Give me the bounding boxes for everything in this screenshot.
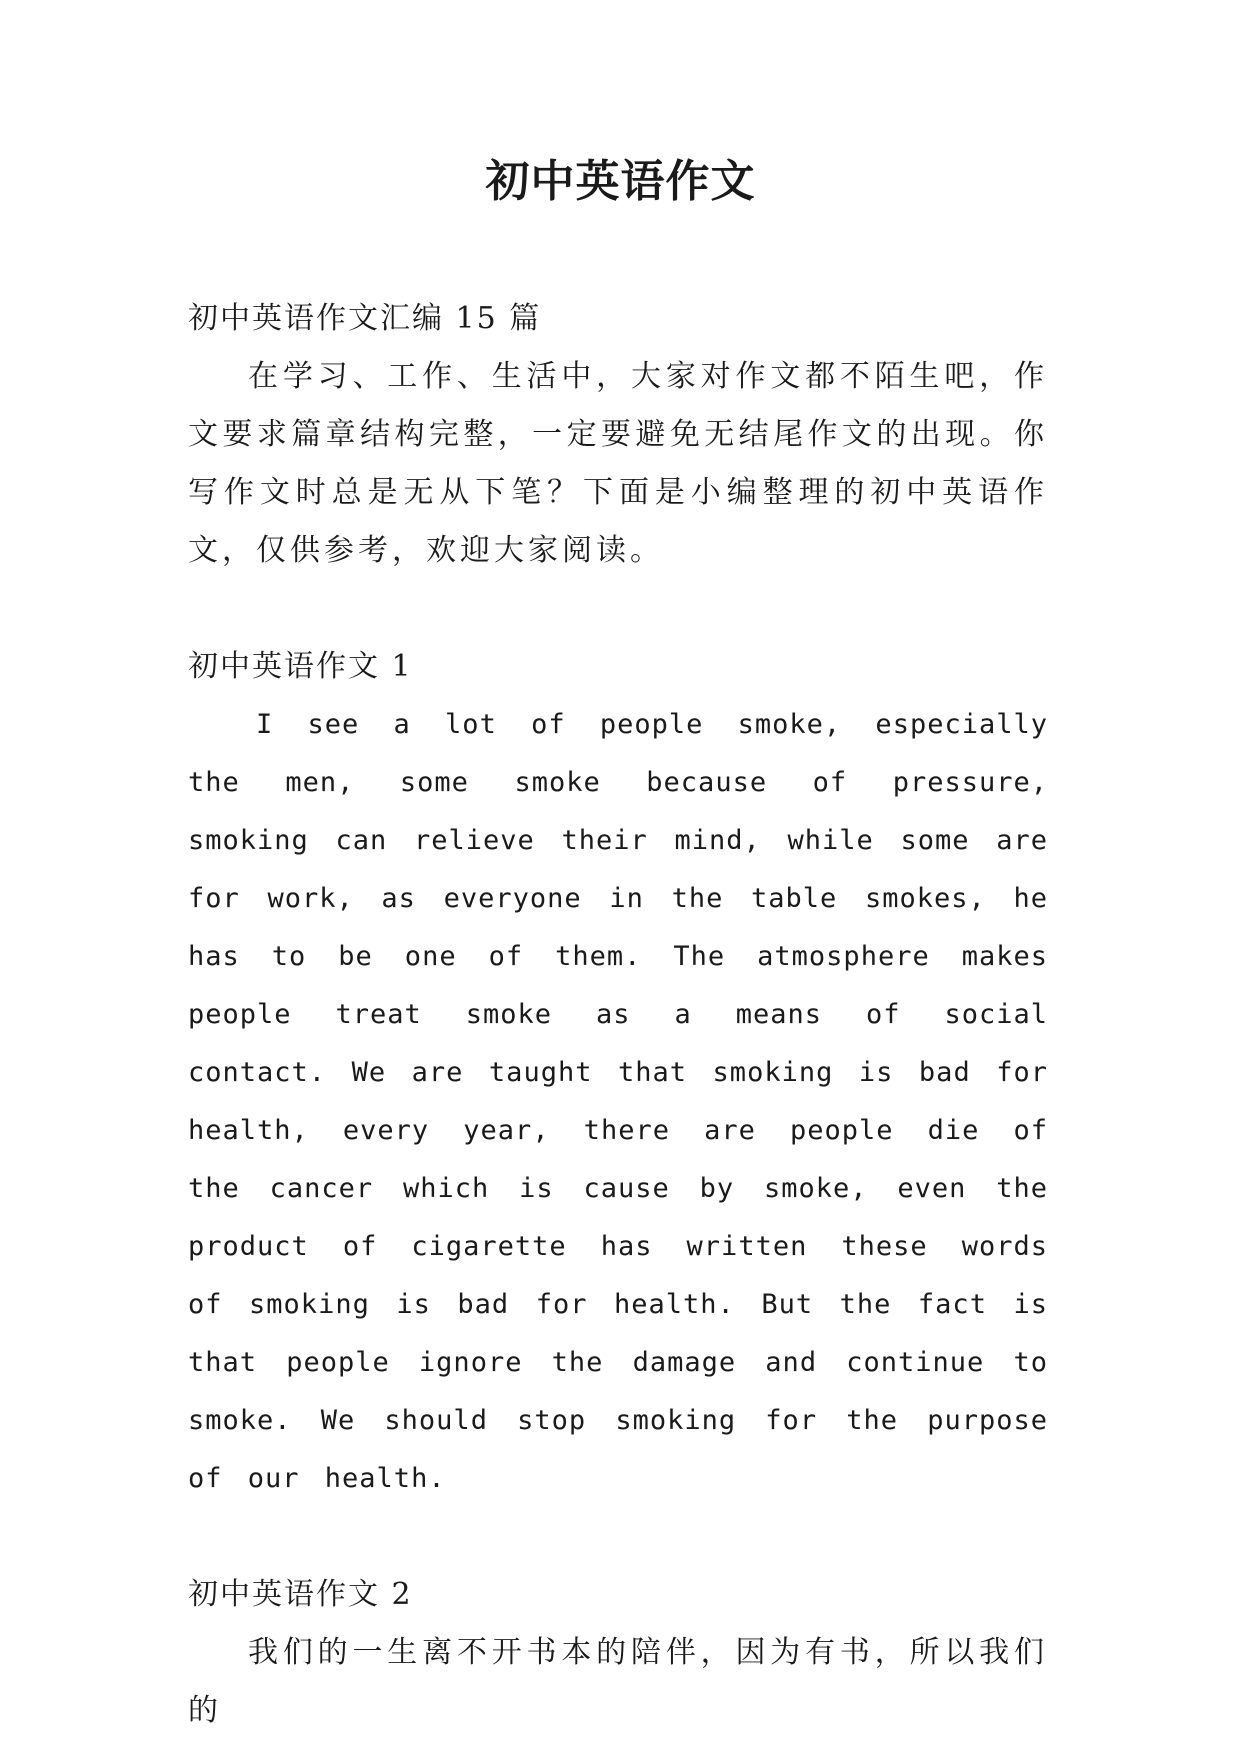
- section-spacer: [188, 580, 1048, 638]
- essay-body: I see a lot of people smoke, especially the men, some smoke because of pressure, smoking can relieve their mind, while some are for work, as everyone in the table smokes, he has to be one of them. The atmosphere makes people treat smoke as a means of social contact. We are taught that smoking is bad for health, every year, there are people die of the cancer which is cause by smoke, even the product of cigarette has written these words of smoking is bad for health. But the fact is that people ignore the damage and continue to smoke. We should stop smoking for the purpose of our health.: [188, 709, 1048, 1494]
- essay-heading: 初中英语作文 1: [188, 649, 413, 684]
- collection-heading: 初中英语作文汇编 15 篇: [188, 301, 542, 336]
- document-body: [188, 290, 1048, 1740]
- section-spacer: [188, 1508, 1048, 1566]
- essay-body: 我们的一生离不开书本的陪伴，因为有书，所以我们的: [188, 1635, 1048, 1728]
- document-title: 初中英语作文: [485, 156, 756, 207]
- essay-heading: 初中英语作文 2: [188, 1577, 413, 1612]
- intro-paragraph: 在学习、工作、生活中，大家对作文都不陌生吧，作文要求篇章结构完整，一定要避免无结尾作文的出现。你写作文时总是无从下笔？下面是小编整理的初中英语作文，仅供参考，欢迎大家阅读。: [188, 359, 1048, 568]
